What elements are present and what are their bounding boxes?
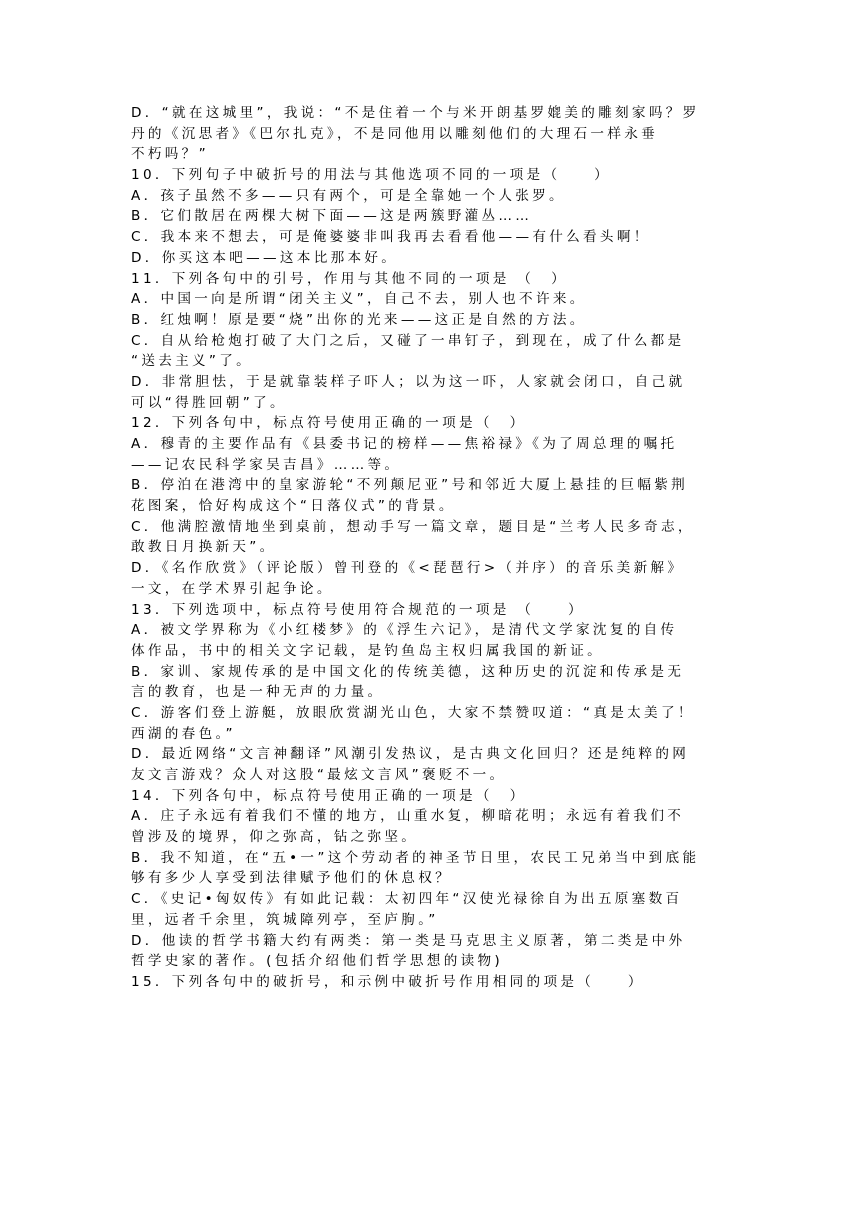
text-line: 可以“得胜回朝”了。 <box>131 394 287 411</box>
option-14-c: C．《史记•匈奴传》有如此记载：太初四年“汉使光禄徐自为出五原塞数百 <box>131 891 683 908</box>
text-line: D．“就在这城里”，我说：“不是住着一个与米开朗基罗媲美的雕刻家吗？罗 <box>131 105 700 121</box>
question-14: 14．下列各句中，标点符号使用正确的一项是（ ） <box>131 787 527 804</box>
option-10-b: B．它们散居在两棵大树下面——这是两簇野灌丛…… <box>131 208 533 225</box>
question-15: 15．下列各句中的破折号，和示例中破折号作用相同的项是（ ） <box>131 973 645 990</box>
option-12-d: D．《名作欣赏》（评论版）曾刊登的《<琵琶行>（并序）的音乐美新解》 <box>131 560 685 577</box>
text-line: 一文，在学术界引起争论。 <box>131 580 334 597</box>
option-11-b: B．红烛啊！原是要“烧”出你的光来——这正是自然的方法。 <box>131 311 587 328</box>
option-11-a: A．中国一向是所谓“闭关主义”，自己不去，别人也不许来。 <box>131 291 587 308</box>
option-13-c: C．游客们登上游艇，放眼欣赏湖光山色，大家不禁赞叹道：“真是太美了！ <box>131 704 695 721</box>
text-line: 不朽吗？” <box>131 146 209 163</box>
text-line: 丹的《沉思者》《巴尔扎克》，不是同他用以雕刻他们的大理石一样永垂 <box>131 125 658 142</box>
option-10-a: A．孩子虽然不多——只有两个，可是全靠她一个人张罗。 <box>131 187 566 204</box>
option-10-c: C．我本来不想去，可是俺婆婆非叫我再去看看他——有什么看头啊！ <box>131 229 651 246</box>
question-13: 13．下列选项中，标点符号使用符合规范的一项是 （ ） <box>131 601 585 618</box>
option-14-a: A．庄子永远有着我们不懂的地方，山重水复，柳暗花明；永远有着我们不 <box>131 808 685 825</box>
option-12-a: A．穆青的主要作品有《县委书记的榜样——焦裕禄》《为了周总理的嘱托 <box>131 436 678 452</box>
text-line: 敢教日月换新天”。 <box>131 539 277 556</box>
text-line: “送去主义”了。 <box>131 353 254 370</box>
text-line: 友文言游戏？众人对这股“最炫文言风”褒贬不一。 <box>131 767 507 783</box>
option-13-a: A．被文学界称为《小红楼梦》的《浮生六记》，是清代文学家沈复的自传 <box>131 622 678 639</box>
text-line: 里，远者千余里，筑城障列亭，至庐朐。” <box>131 911 439 928</box>
text-line: 曾涉及的境界，仰之弥高，钻之弥坚。 <box>131 829 419 846</box>
option-10-d: D．你买这本吧——这本比那本好。 <box>131 249 399 266</box>
document-page <box>131 103 731 993</box>
option-12-c: C．他满腔激情地坐到桌前，想动手写一篇文章，题目是“兰考人民多奇志， <box>131 518 695 535</box>
option-14-b: B．我不知道，在“五•一”这个劳动者的神圣节日里，农民工兄弟当中到底能 <box>131 849 700 866</box>
question-11: 11．下列各句中的引号，作用与其他不同的一项是 （ ） <box>131 270 568 287</box>
option-13-d: D．最近网络“文言神翻译”风潮引发热议，是古典文化回归？还是纯粹的网 <box>131 746 690 763</box>
text-line: 西湖的春色。” <box>131 725 236 742</box>
text-line: 体作品，书中的相关文字记载，是钓鱼岛主权归属我国的新证。 <box>131 642 605 659</box>
text-line: 够有多少人享受到法律赋予他们的休息权？ <box>131 870 452 887</box>
text-line: ——记农民科学家吴吉昌》……等。 <box>131 456 402 473</box>
text-line: 哲学史家的著作。(包括介绍他们哲学思想的读物) <box>131 953 503 970</box>
option-14-d: D．他读的哲学书籍大约有两类：第一类是马克思主义原著，第二类是中外 <box>131 932 686 949</box>
question-10: 10．下列句子中破折号的用法与其他选项不同的一项是（ ） <box>131 167 612 184</box>
text-line: 言的教育，也是一种无声的力量。 <box>131 684 385 701</box>
text-line: 花图案，恰好构成这个“日落仪式”的背景。 <box>131 498 456 515</box>
question-12: 12．下列各句中，标点符号使用正确的一项是（ ） <box>131 415 527 432</box>
option-11-c: C．自从给枪炮打破了大门之后，又碰了一串钉子，到现在，成了什么都是 <box>131 332 685 349</box>
option-12-b: B．停泊在港湾中的皇家游轮“不列颠尼亚”号和邻近大厦上悬挂的巨幅紫荆 <box>131 477 689 494</box>
option-11-d: D．非常胆怯，于是就靠装样子吓人；以为这一吓，人家就会闭口，自己就 <box>131 373 686 390</box>
option-13-b: B．家训、家规传承的是中国文化的传统美德，这种历史的沉淀和传承是无 <box>131 663 685 680</box>
